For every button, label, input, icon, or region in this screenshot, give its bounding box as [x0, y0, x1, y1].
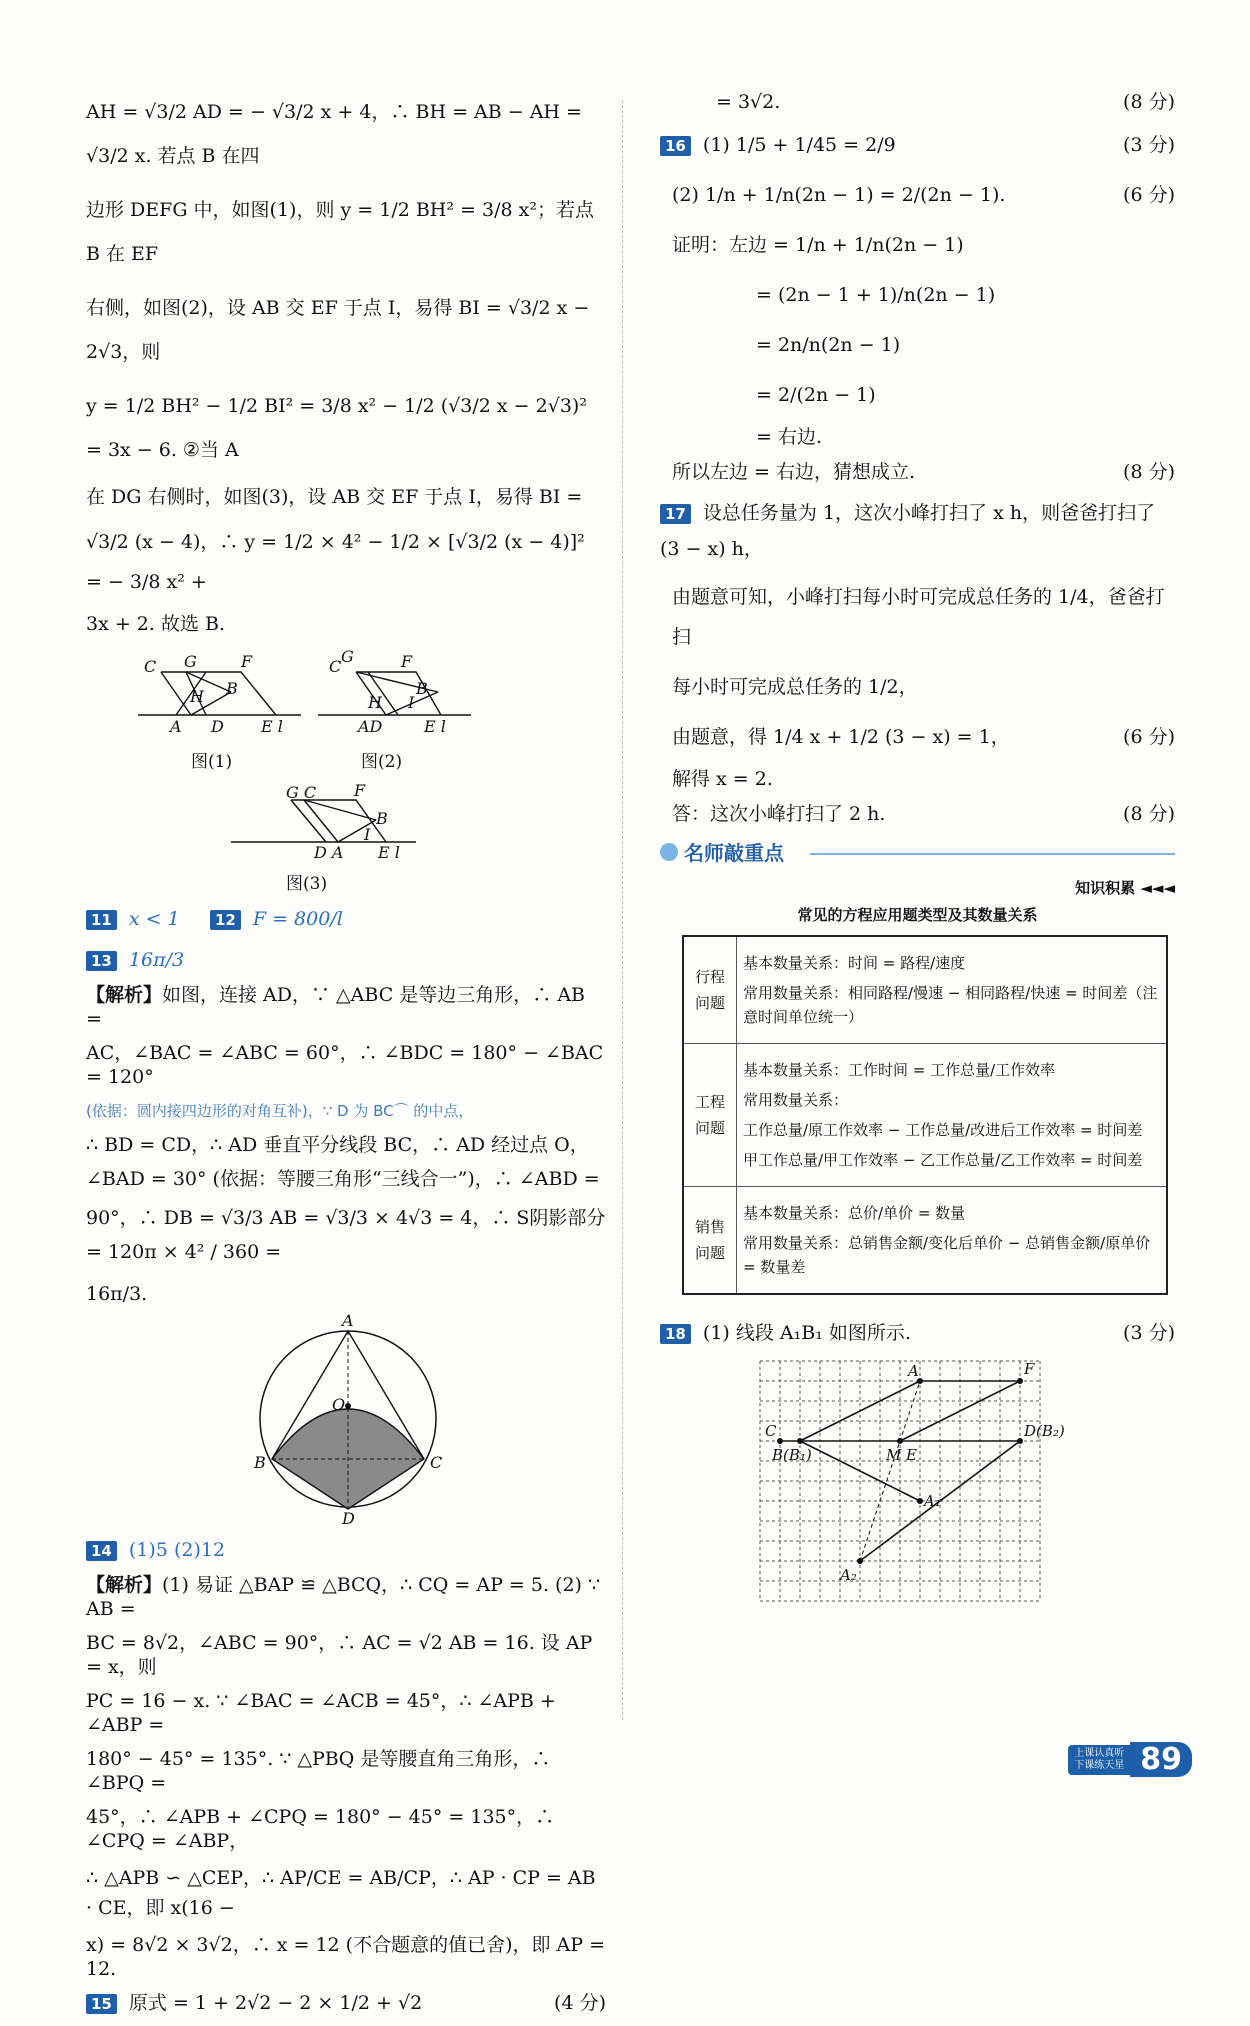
q14-header — [86, 1538, 606, 1563]
cat-work: 工程问题 — [683, 1044, 737, 1187]
q16-part2-score: (6 分) — [1123, 184, 1175, 206]
table-row-travel — [683, 936, 1167, 1044]
q14-line-5: 45°，∴ ∠APB + ∠CPQ = 180° − 45° = 135°，∴ ∠CPQ = ∠ABP， — [86, 1806, 555, 1852]
figure-3-svg — [86, 775, 606, 875]
q13-line-1 — [86, 983, 606, 1031]
q13-analysis — [86, 983, 606, 1309]
teacher-title — [660, 837, 784, 866]
q17-badge: 17 — [660, 504, 691, 524]
cat-travel: 行程问题 — [683, 936, 737, 1044]
q13-header — [86, 948, 606, 973]
q15-end-row — [660, 90, 1175, 115]
q12-badge: 12 — [210, 910, 241, 930]
q16-proof-3: = 2n/n(2n − 1) — [756, 334, 901, 356]
q17-row-1 — [660, 495, 1175, 567]
q18-badge: 18 — [660, 1324, 691, 1344]
q14-line-4: 180° − 45° = 135°. ∵ △PBQ 是等腰直角三角形，∴ ∠BPQ = — [86, 1748, 551, 1794]
work-common-2: 甲工作总量/甲工作效率 − 乙工作总量/乙工作效率 = 时间差 — [743, 1151, 1143, 1169]
q10-line-6: √3/2 (x − 4)，∴ y = 1/2 × 4² − 1/2 × [√3/2 (x − 4)]² = − 3/8 x² + — [86, 531, 585, 593]
teacher-mascot-icon — [660, 843, 678, 861]
q17-equation: 由题意，得 1/4 x + 1/2 (3 − x) = 1， — [672, 726, 1010, 748]
q16-proof-2: = (2n − 1 + 1)/n(2n − 1) — [756, 284, 996, 306]
q13-line-3: (依据：圆内接四边形的对角互补)，∵ D 为 BC⌒ 的中点， — [86, 1102, 474, 1120]
q16-conclusion: 所以左边 = 右边，猜想成立. — [672, 461, 916, 483]
q14-text-1: (1) 易证 △BAP ≌ △BCQ，∴ CQ = AP = 5. (2) ∵ AB = — [86, 1574, 601, 1620]
q18-grid-svg — [660, 1356, 1175, 1611]
column-divider — [622, 100, 623, 1720]
work-basic: 基本数量关系：工作时间 = 工作总量/工作效率 — [743, 1061, 1056, 1079]
q13-figure-svg — [86, 1319, 606, 1524]
q15-end-score: (8 分) — [1123, 91, 1175, 113]
q16-row-1 — [660, 125, 1175, 165]
q10-solution — [86, 90, 606, 637]
figure-3-caption: 图(3) — [286, 874, 328, 894]
q15-row — [86, 1991, 606, 2016]
q15-expression: 原式 = 1 + 2√2 − 2 × 1/2 + √2 — [128, 1992, 423, 2014]
travel-basic: 基本数量关系：时间 = 路程/速度 — [743, 954, 966, 972]
left-column — [86, 90, 606, 2026]
q17-equation-row — [672, 717, 1175, 757]
table-row-sales — [683, 1187, 1167, 1295]
q16-part2: (2) 1/n + 1/n(2n − 1) = 2/(2n − 1). — [672, 184, 1006, 206]
q17-equation-score: (6 分) — [1123, 726, 1175, 748]
teacher-header — [660, 837, 1175, 871]
q14-analysis — [86, 1573, 606, 1981]
table-title-row — [660, 904, 1175, 925]
q13-line-7: 16π/3. — [86, 1283, 148, 1305]
work-common-1: 工作总量/原工作效率 − 工作总量/改进后工作效率 = 时间差 — [743, 1121, 1143, 1139]
q10-line-7: 3x + 2. 故选 B. — [86, 613, 226, 635]
q16-conclusion-score: (8 分) — [1123, 461, 1175, 483]
table-row-work — [683, 1044, 1167, 1187]
q14-line-1 — [86, 1573, 606, 1621]
q13-text-1: 如图，连接 AD，∵ △ABC 是等边三角形，∴ AB = — [86, 984, 585, 1030]
q14-tag: 【解析】 — [86, 1574, 163, 1596]
q18-row — [660, 1321, 1175, 1346]
q13-figure: A O B C D — [86, 1319, 606, 1524]
work-common-label: 常用数量关系： — [743, 1091, 849, 1109]
q15-badge: 15 — [86, 1994, 117, 2014]
right-column — [660, 90, 1175, 1611]
q15-score: (4 分) — [554, 1992, 606, 2014]
q10-figures: C G F B H A D E l 图(1) C G F B H I AD E l 图(2) G C F B I D A E l 图(3) — [86, 647, 606, 897]
sales-cell — [737, 1187, 1168, 1295]
work-cell — [737, 1044, 1168, 1187]
q17-answer-score: (8 分) — [1123, 803, 1175, 825]
q13-tag: 【解析】 — [86, 984, 163, 1006]
q18-grid-figure: A F C B(B₁) M E D(B₂) A₁ A₂ — [660, 1356, 1175, 1611]
q16-conclusion-row — [672, 460, 1175, 485]
q10-line-4: y = 1/2 BH² − 1/2 BI² = 3/8 x² − 1/2 (√3/2 x − 2√3)² = 3x − 6. ②当 A — [86, 395, 587, 461]
travel-common: 常用数量关系：相同路程/慢速 − 相同路程/快速 = 时间差（注意时间单位统一） — [743, 984, 1158, 1026]
page-slogan-line-1: 上课认真听 — [1074, 1747, 1125, 1759]
q17-line-2: 由题意可知，小峰打扫每小时可完成总任务的 1/4，爸爸打扫 — [672, 586, 1165, 648]
equation-types-table — [682, 935, 1168, 1295]
q16-proof — [660, 225, 1175, 485]
figure-2-caption: 图(2) — [361, 752, 403, 772]
q16-part1: (1) 1/5 + 1/45 = 2/9 — [702, 134, 896, 156]
q17-solve: 解得 x = 2. — [672, 768, 773, 790]
knowledge-label: 知识积累 ◄◄◄ — [1075, 879, 1175, 897]
q16-row-2 — [660, 175, 1175, 215]
page-slogan — [1068, 1745, 1130, 1775]
q10-line-2: 边形 DEFG 中，如图(1)，则 y = 1/2 BH² = 3/8 x²；若点 B 在 EF — [86, 199, 594, 265]
figure-2-drawing — [318, 672, 471, 715]
figure-1-drawing — [138, 672, 301, 715]
q16-proof-4: = 2/(2n − 1) — [756, 384, 876, 406]
q17-line-3: 每小时可完成总任务的 1/2， — [672, 676, 918, 698]
q14-badge: 14 — [86, 1541, 117, 1561]
q18-score: (3 分) — [1123, 1322, 1175, 1344]
q13-line-5: ∠BAD = 30° (依据：等腰三角形“三线合一”)，∴ ∠ABD = — [86, 1168, 600, 1190]
q13-line-6: 90°，∴ DB = √3/3 AB = √3/3 × 4√3 = 4，∴ S阴影部分 = 120π × 4² / 360 = — [86, 1207, 606, 1263]
knowledge-label-row — [660, 877, 1175, 898]
q14-line-7: x) = 8√2 × 3√2，∴ x = 12 (不合题意的值已舍)，即 AP = 12. — [86, 1934, 605, 1980]
q17-line-1: 设总任务量为 1，这次小峰打扫了 x h，则爸爸打扫了 (3 − x) h， — [660, 502, 1156, 560]
sales-common: 常用数量关系：总销售金额/变化后单价 − 总销售金额/原单价 = 数量差 — [743, 1234, 1151, 1276]
q10-line-1: AH = √3/2 AD = − √3/2 x + 4，∴ BH = AB − AH = √3/2 x. 若点 B 在四 — [86, 101, 582, 167]
q11-answer: x < 1 — [128, 908, 180, 930]
q13-badge: 13 — [86, 951, 117, 971]
q14-line-6: ∴ △APB ∽ △CEP，∴ AP/CE = AB/CP，∴ AP · CP = AB · CE，即 x(16 − — [86, 1867, 596, 1919]
q14-line-3: PC = 16 − x. ∵ ∠BAC = ∠ACB = 45°，∴ ∠APB + ∠ABP = — [86, 1690, 556, 1736]
q13-line-2: AC，∠BAC = ∠ABC = 60°，∴ ∠BDC = 180° − ∠BAC = 120° — [86, 1042, 604, 1088]
travel-cell — [737, 936, 1168, 1044]
q11-q12-row — [86, 907, 606, 932]
q10-line-5: 在 DG 右侧时，如图(3)，设 AB 交 EF 于点 I，易得 BI = — [86, 486, 583, 508]
q16-proof-5: = 右边. — [756, 426, 822, 448]
page-number: 89 — [1130, 1742, 1192, 1777]
q17-answer: 答：这次小峰打扫了 2 h. — [672, 803, 886, 825]
q10-line-3: 右侧，如图(2)，设 AB 交 EF 于点 I，易得 BI = √3/2 x − 2√3，则 — [86, 297, 590, 363]
q13-line-4: ∴ BD = CD，∴ AD 垂直平分线段 BC，∴ AD 经过点 O， — [86, 1134, 589, 1156]
cat-sales: 销售问题 — [683, 1187, 737, 1295]
q12-answer: F = 800/l — [252, 908, 343, 930]
q17-body — [660, 577, 1175, 827]
q14-line-2: BC = 8√2，∠ABC = 90°，∴ AC = √2 AB = 16. 设 AP = x，则 — [86, 1632, 593, 1678]
sales-basic: 基本数量关系：总价/单价 = 数量 — [743, 1204, 966, 1222]
teacher-title-text: 名师敲重点 — [684, 841, 784, 865]
q11-badge: 11 — [86, 910, 117, 930]
figure-1-caption: 图(1) — [191, 752, 233, 772]
q13-answer: 16π/3 — [128, 949, 185, 971]
page-slogan-line-2: 下课练天星 — [1074, 1759, 1125, 1771]
q16-badge: 16 — [660, 136, 691, 156]
q15-end: = 3√2. — [716, 91, 781, 113]
page-number-badge — [1068, 1742, 1192, 1777]
q18-text: (1) 线段 A₁B₁ 如图所示. — [702, 1322, 911, 1344]
teacher-rule — [810, 853, 1175, 855]
q16-proof-1: 证明：左边 = 1/n + 1/n(2n − 1) — [672, 234, 964, 256]
q17-answer-row — [672, 802, 1175, 827]
table-title: 常见的方程应用题类型及其数量关系 — [797, 906, 1038, 924]
figure-3-drawing — [231, 800, 416, 842]
q16-part1-score: (3 分) — [1123, 134, 1175, 156]
q14-answer: (1)5 (2)12 — [128, 1539, 226, 1561]
